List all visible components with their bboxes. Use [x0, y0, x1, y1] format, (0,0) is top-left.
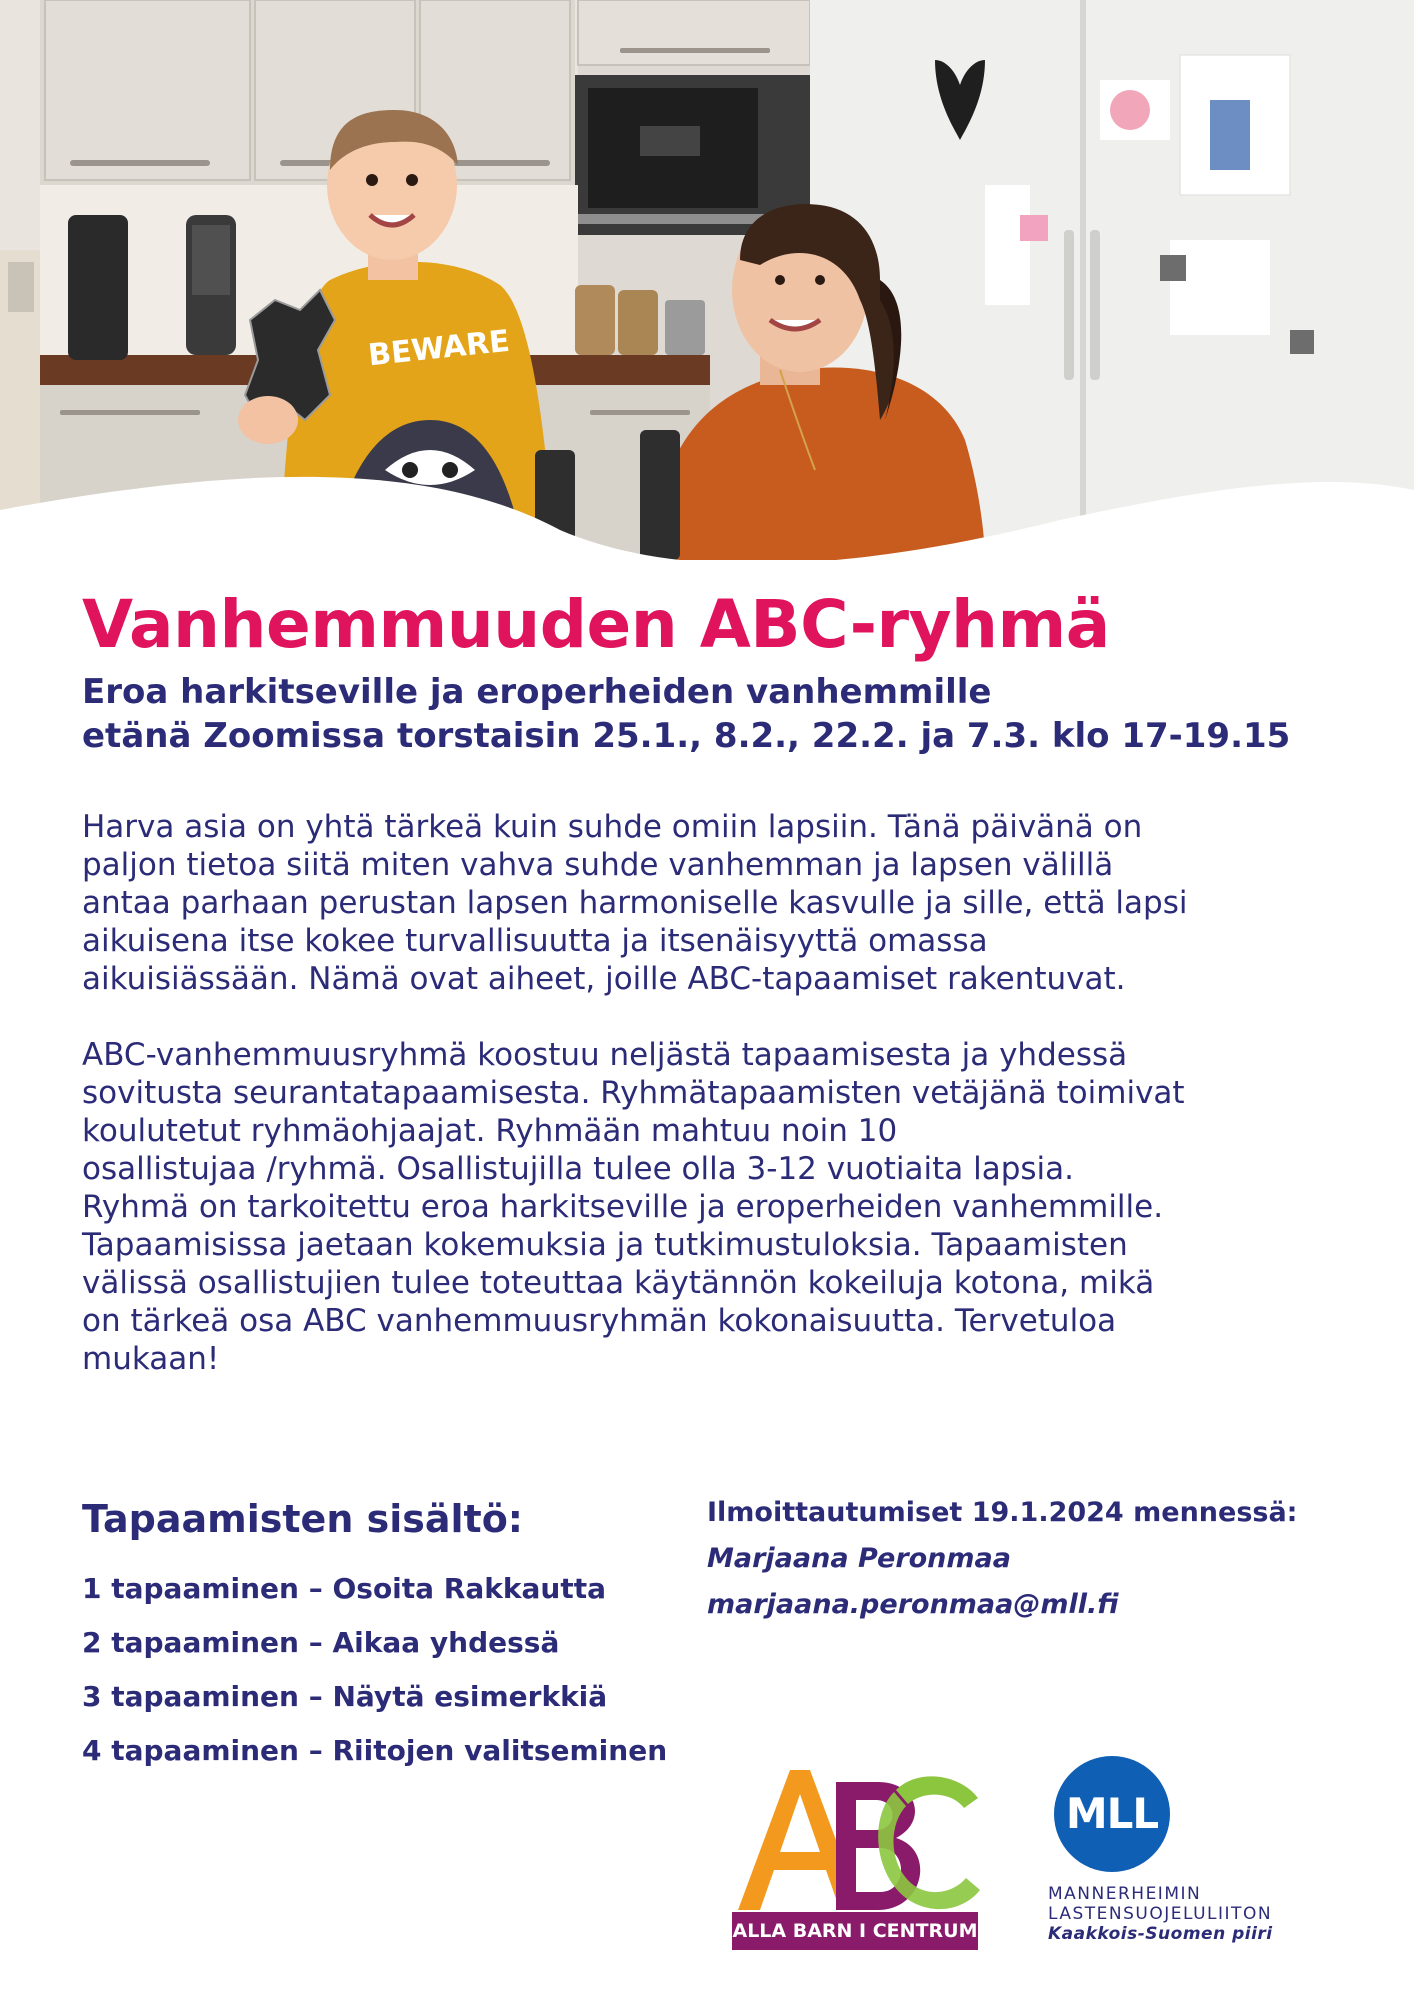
topic-item: 3 tapaaminen – Näytä esimerkkiä	[82, 1680, 608, 1713]
paragraph-line: Ryhmä on tarkoitettu eroa harkitseville ja eroperheiden vanhemmille.	[82, 1189, 1164, 1225]
mll-organization-name	[1048, 1884, 1273, 1944]
mll-name-line: MANNERHEIMIN	[1048, 1884, 1202, 1904]
subtitle-schedule: etänä Zoomissa torstaisin 25.1., 8.2., 22.2. ja 7.3. klo 17-19.15	[82, 716, 1291, 756]
paragraph-line: sovitusta seurantatapaamisesta. Ryhmätapaamisten vetäjänä toimivat	[82, 1075, 1185, 1111]
mll-region: Kaakkois-Suomen piiri	[1048, 1924, 1273, 1944]
abc-logo	[728, 1762, 988, 1952]
subtitle-audience: Eroa harkitseville ja eroperheiden vanhemmille	[82, 672, 992, 712]
paragraph-line: paljon tietoa siitä miten vahva suhde vanhemman ja lapsen välillä	[82, 847, 1114, 883]
hero-photo	[0, 0, 1414, 560]
contact-email-link[interactable]: marjaana.peronmaa@mll.fi	[707, 1589, 1119, 1620]
contact-name: Marjaana Peronmaa	[707, 1543, 1011, 1574]
mll-logo	[1044, 1754, 1344, 1954]
abc-tagline: ALLA BARN I CENTRUM	[732, 1912, 978, 1950]
paragraph-line: on tärkeä osa ABC vanhemmuusryhmän kokonaisuutta. Tervetuloa	[82, 1303, 1117, 1339]
topic-item: 2 tapaaminen – Aikaa yhdessä	[82, 1626, 560, 1659]
registration-deadline: Ilmoittautumiset 19.1.2024 mennessä:	[707, 1497, 1298, 1528]
kitchen-scene-illustration	[0, 0, 1414, 560]
paragraph-line: Tapaamisissa jaetaan kokemuksia ja tutkimustuloksia. Tapaamisten	[82, 1227, 1128, 1263]
paragraph-line: aikuisiässään. Nämä ovat aiheet, joille ABC-tapaamiset rakentuvat.	[82, 961, 1126, 997]
paragraph-line: koulutetut ryhmäohjaajat. Ryhmään mahtuu noin 10	[82, 1113, 898, 1149]
topic-item: 1 tapaaminen – Osoita Rakkautta	[82, 1572, 606, 1605]
subtitle	[82, 670, 1342, 758]
paragraph-line: osallistujaa /ryhmä. Osallistujilla tulee olla 3-12 vuotiaita lapsia.	[82, 1151, 1074, 1187]
paragraph-line: ABC-vanhemmuusryhmä koostuu neljästä tapaamisesta ja yhdessä	[82, 1037, 1128, 1073]
mll-circle-mark: MLL	[1054, 1756, 1170, 1872]
abc-letters-mark	[728, 1762, 988, 1912]
meeting-topics	[82, 1494, 702, 1778]
topics-list	[82, 1562, 702, 1778]
topics-heading: Tapaamisten sisältö:	[82, 1497, 524, 1541]
registration-info	[707, 1490, 1347, 1628]
main-content	[82, 586, 1342, 1378]
group-description-paragraph	[82, 1036, 1342, 1378]
paragraph-line: Harva asia on yhtä tärkeä kuin suhde omiin lapsiin. Tänä päivänä on	[82, 809, 1143, 845]
paragraph-line: aikuisena itse kokee turvallisuutta ja itsenäisyyttä omassa	[82, 923, 988, 959]
mll-name-line: LASTENSUOJELULIITON	[1048, 1904, 1273, 1924]
intro-paragraph	[82, 808, 1342, 998]
page-title: Vanhemmuuden ABC-ryhmä	[82, 586, 1110, 663]
paragraph-line: mukaan!	[82, 1341, 220, 1377]
paragraph-line: antaa parhaan perustan lapsen harmoniselle kasvulle ja sille, että lapsi	[82, 885, 1188, 921]
shirt-print-text: BEWARE	[366, 323, 512, 374]
paragraph-line: välissä osallistujien tulee toteuttaa käytännön kokeiluja kotona, mikä	[82, 1265, 1155, 1301]
topic-item: 4 tapaaminen – Riitojen valitseminen	[82, 1734, 668, 1767]
